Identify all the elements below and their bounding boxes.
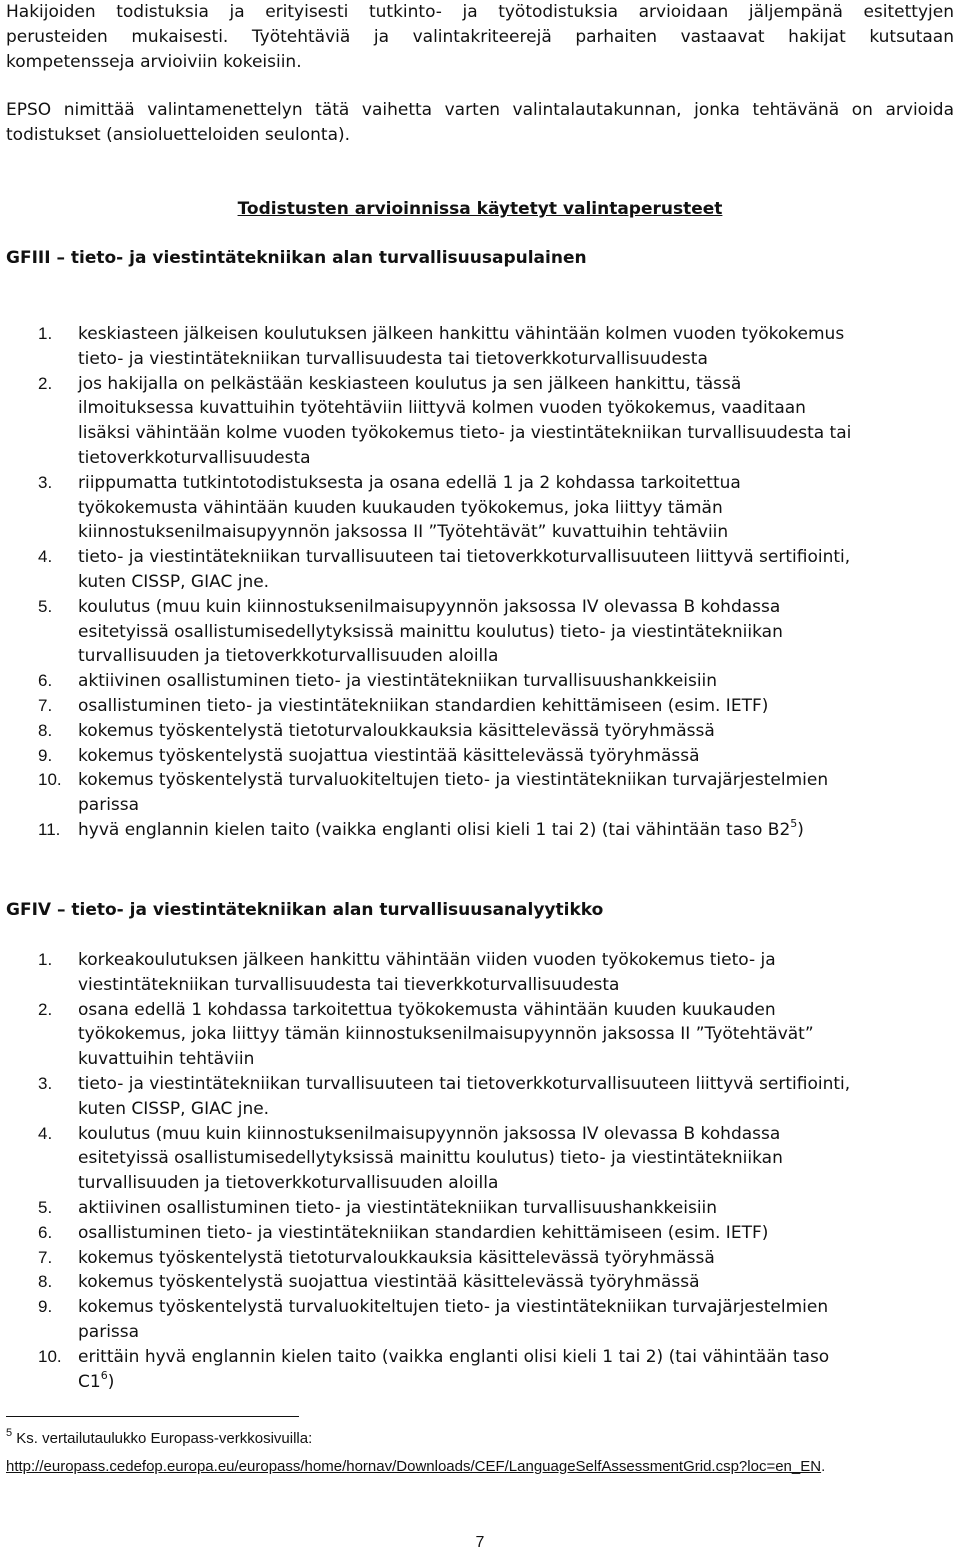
criteria-item xyxy=(0,1345,900,1395)
criteria-item-line xyxy=(78,1171,900,1196)
criteria-item-number: 2. xyxy=(38,999,53,1019)
criteria-item-line xyxy=(78,948,900,973)
criteria-item-line xyxy=(78,1146,900,1171)
criteria-item xyxy=(0,1295,900,1345)
criteria-item xyxy=(0,1270,900,1295)
intro-line: todistukset (ansioluetteloiden seulonta). xyxy=(6,125,351,145)
footnote xyxy=(6,1426,960,1480)
criteria-item-line xyxy=(78,1270,900,1295)
criteria-item xyxy=(0,1122,900,1196)
criteria-item-text: kiinnostuksenilmaisupyynnön jaksossa II ”Työtehtävät” kuvattuihin tehtäviin xyxy=(78,522,729,543)
criteria-item-text: korkeakoulutuksen jälkeen hankittu vähintään viiden vuoden työkokemus tieto- ja xyxy=(78,950,776,970)
criteria-item-line xyxy=(78,1370,900,1395)
criteria-item-number: 1. xyxy=(38,324,53,343)
intro-line: perusteiden mukaisesti. Työtehtäviä ja valintakriteerejä parhaiten vastaavat hakijat kutsutaan xyxy=(6,27,954,47)
criteria-item-closing: ) xyxy=(797,819,804,840)
criteria-item-text: turvallisuuden ja tietoverkkoturvallisuuden aloilla xyxy=(78,1173,499,1194)
criteria-item xyxy=(0,694,900,719)
criteria-item-line xyxy=(78,1022,900,1047)
criteria-item-line xyxy=(78,322,900,347)
criteria-item-number: 7. xyxy=(38,1247,53,1267)
criteria-item-line xyxy=(78,620,900,645)
criteria-item xyxy=(0,744,900,769)
criteria-item-text: kuten CISSP, GIAC jne. xyxy=(78,571,270,592)
gfiv-criteria-list xyxy=(0,948,900,1394)
criteria-item-line xyxy=(78,471,900,496)
criteria-item-line xyxy=(78,1072,900,1097)
criteria-item-text: osallistuminen tieto- ja viestintätekniikan standardien kehittämiseen (esim. IETF) xyxy=(78,1222,769,1243)
criteria-item-number: 4. xyxy=(38,547,53,567)
intro-line: kompetensseja arvioiviin kokeisiin. xyxy=(6,52,302,72)
criteria-item-line xyxy=(78,1122,900,1147)
criteria-item-line xyxy=(78,347,900,372)
criteria-item-number: 5. xyxy=(38,1197,53,1217)
criteria-item-number: 8. xyxy=(38,1272,53,1292)
criteria-item-text: kokemus työskentelystä suojattua viestintää käsittelevässä työryhmässä xyxy=(78,1272,700,1293)
criteria-item-text: lisäksi vähintään kolme vuoden työkokemus tieto- ja viestintätekniikan turvallisuudesta tai xyxy=(78,423,852,444)
criteria-item-text: keskiasteen jälkeisen koulutuksen jälkeen hankittu vähintään kolmen vuoden työkokemus xyxy=(78,324,845,344)
criteria-item-number: 1. xyxy=(38,950,53,969)
criteria-item-text: kokemus työskentelystä turvaluokiteltujen tieto- ja viestintätekniikan turvajärjestelmien xyxy=(78,770,829,791)
criteria-item-text: tieto- ja viestintätekniikan turvallisuuteen tai tietoverkkoturvallisuuteen liittyvä sertifiointi, xyxy=(78,1073,851,1094)
footnote-marker: 5 xyxy=(6,1427,13,1439)
criteria-item-number: 3. xyxy=(38,472,53,492)
criteria-item xyxy=(0,1246,900,1271)
criteria-item-line xyxy=(78,1345,900,1370)
criteria-item-text: riippumatta tutkintotodistuksesta ja osana edellä 1 ja 2 kohdassa tarkoitettua xyxy=(78,472,741,493)
criteria-item xyxy=(0,669,900,694)
page-number: 7 xyxy=(475,1534,485,1551)
criteria-item-number: 4. xyxy=(38,1123,53,1143)
criteria-item-line xyxy=(78,372,900,397)
intro-paragraph-1 xyxy=(6,0,954,75)
footnote-period: . xyxy=(821,1458,826,1475)
footnote-reference: 6 xyxy=(100,1368,108,1382)
criteria-item-number: 3. xyxy=(38,1073,53,1093)
criteria-item xyxy=(0,545,900,595)
criteria-item-number: 5. xyxy=(38,596,53,616)
criteria-item-text: osallistuminen tieto- ja viestintätekniikan standardien kehittämiseen (esim. IETF) xyxy=(78,695,769,716)
criteria-item-text: kuten CISSP, GIAC jne. xyxy=(78,1098,270,1119)
criteria-item-number: 11. xyxy=(38,819,61,839)
criteria-item-line xyxy=(78,644,900,669)
footnote-rule xyxy=(6,1416,299,1417)
criteria-item-text: työkokemus, joka liittyy tämän kiinnostuksenilmaisupyynnön jaksossa II ”Työtehtävät” xyxy=(78,1024,814,1045)
criteria-item-number: 8. xyxy=(38,720,53,740)
criteria-item xyxy=(0,948,900,998)
criteria-item-text: aktiivinen osallistuminen tieto- ja viestintätekniikan turvallisuushankkeisiin xyxy=(78,1197,718,1218)
europass-link[interactable]: http://europass.cedefop.europa.eu/europass/home/hornav/Downloads/CEF/LanguageSelfAssessmentGrid.csp?loc=en_EN xyxy=(6,1458,822,1475)
criteria-item-text: aktiivinen osallistuminen tieto- ja viestintätekniikan turvallisuushankkeisiin xyxy=(78,671,718,692)
criteria-item-text: tietoverkkoturvallisuudesta xyxy=(78,447,311,468)
criteria-item xyxy=(0,322,900,372)
criteria-item-closing: ) xyxy=(107,1371,115,1392)
criteria-item-line xyxy=(78,793,900,818)
criteria-item-text: koulutus (muu kuin kiinnostuksenilmaisupyynnön jaksossa IV olevassa B kohdassa xyxy=(78,596,781,617)
criteria-item-line xyxy=(78,396,900,421)
criteria-item-text: ilmoituksessa kuvattuihin työtehtäviin liittyvä kolmen vuoden työkokemus, vaaditaan xyxy=(78,398,806,419)
criteria-item-text: kokemus työskentelystä suojattua viestintää käsittelevässä työryhmässä xyxy=(78,745,700,766)
criteria-item-number: 6. xyxy=(38,1222,53,1242)
criteria-item xyxy=(0,1221,900,1246)
criteria-item xyxy=(0,471,900,545)
criteria-item xyxy=(0,768,900,818)
footnote-reference: 5 xyxy=(790,817,798,831)
criteria-item-text: tieto- ja viestintätekniikan turvallisuudesta tai tietoverkkoturvallisuudesta xyxy=(78,348,708,369)
criteria-item-line xyxy=(78,545,900,570)
criteria-item-line xyxy=(78,446,900,471)
criteria-item-line xyxy=(78,998,900,1023)
criteria-item-number: 10. xyxy=(38,1346,62,1366)
criteria-heading: Todistusten arvioinnissa käytetyt valintaperusteet xyxy=(237,199,723,219)
gfiii-title: GFIII – tieto- ja viestintätekniikan alan turvallisuusapulainen xyxy=(6,248,587,268)
criteria-item-text: kokemus työskentelystä turvaluokiteltujen tieto- ja viestintätekniikan turvajärjestelmien xyxy=(78,1297,829,1318)
criteria-item-line xyxy=(78,768,900,793)
intro-paragraph-2 xyxy=(6,98,954,148)
criteria-item-text: koulutus (muu kuin kiinnostuksenilmaisupyynnön jaksossa IV olevassa B kohdassa xyxy=(78,1123,781,1144)
criteria-item-line xyxy=(78,719,900,744)
criteria-item-line xyxy=(78,973,900,998)
criteria-item-text: parissa xyxy=(78,795,140,816)
criteria-item xyxy=(0,1196,900,1221)
criteria-item-text: jos hakijalla on pelkästään keskiasteen koulutus ja sen jälkeen hankittu, tässä xyxy=(78,373,742,394)
criteria-item-text: turvallisuuden ja tietoverkkoturvallisuuden aloilla xyxy=(78,646,499,667)
criteria-item-line xyxy=(78,1196,900,1221)
criteria-item-number: 9. xyxy=(38,1297,53,1317)
criteria-item-number: 10. xyxy=(38,770,62,790)
criteria-item-line xyxy=(78,595,900,620)
footnote-text: Ks. vertailutaulukko Europass-verkkosivuilla: xyxy=(16,1430,313,1447)
criteria-item-text: erittäin hyvä englannin kielen taito (vaikka englanti olisi kieli 1 tai 2) (tai vähintään taso xyxy=(78,1346,830,1367)
criteria-item-line xyxy=(78,1047,900,1072)
criteria-item-number: 7. xyxy=(38,695,53,715)
criteria-item-number: 6. xyxy=(38,671,53,691)
criteria-item-line xyxy=(78,818,900,843)
criteria-item xyxy=(0,719,900,744)
criteria-item-line xyxy=(78,520,900,545)
criteria-item-line xyxy=(78,496,900,521)
intro-line: EPSO nimittää valintamenettelyn tätä vaihetta varten valintalautakunnan, jonka tehtävänä on arvioida xyxy=(6,100,954,120)
criteria-item-line xyxy=(78,1221,900,1246)
criteria-item-text: kuvattuihin tehtäviin xyxy=(78,1049,255,1070)
criteria-item-text: hyvä englannin kielen taito (vaikka englanti olisi kieli 1 tai 2) (tai vähintään taso B2 xyxy=(78,819,791,840)
criteria-item xyxy=(0,818,900,843)
criteria-item-line xyxy=(78,421,900,446)
gfiv-title: GFIV – tieto- ja viestintätekniikan alan turvallisuusanalyytikko xyxy=(6,900,604,920)
criteria-item-text: osana edellä 1 kohdassa tarkoitettua työkokemusta vähintään kuuden kuukauden xyxy=(78,999,776,1020)
criteria-item-line xyxy=(78,1097,900,1122)
intro-line: Hakijoiden todistuksia ja erityisesti tutkinto- ja työtodistuksia arvioidaan jäljempänä esitettyjen xyxy=(6,2,954,22)
criteria-item-text: kokemus työskentelystä tietoturvaloukkauksia käsittelevässä työryhmässä xyxy=(78,1247,715,1268)
criteria-item-number: 2. xyxy=(38,373,53,393)
criteria-item xyxy=(0,1072,900,1122)
criteria-item-line xyxy=(78,1246,900,1271)
criteria-item xyxy=(0,998,900,1072)
criteria-item-text: viestintätekniikan turvallisuudesta tai tieverkkoturvallisuudesta xyxy=(78,974,620,995)
criteria-item-line xyxy=(78,1295,900,1320)
criteria-item-line xyxy=(78,570,900,595)
criteria-item-text: esitetyissä osallistumisedellytyksissä mainittu koulutus) tieto- ja viestintätekniikan xyxy=(78,1148,783,1169)
criteria-item xyxy=(0,595,900,669)
gfiii-criteria-list xyxy=(0,322,900,843)
criteria-item xyxy=(0,372,900,471)
criteria-item-line xyxy=(78,694,900,719)
criteria-item-line xyxy=(78,1320,900,1345)
criteria-item-line xyxy=(78,669,900,694)
criteria-item-text: kokemus työskentelystä tietoturvaloukkauksia käsittelevässä työryhmässä xyxy=(78,720,715,741)
criteria-item-text: työkokemusta vähintään kuuden kuukauden työkokemus, joka liittyy tämän xyxy=(78,497,723,518)
criteria-item-text: parissa xyxy=(78,1321,140,1342)
criteria-item-line xyxy=(78,744,900,769)
criteria-item-text: C1 xyxy=(78,1371,101,1392)
criteria-item-text: tieto- ja viestintätekniikan turvallisuuteen tai tietoverkkoturvallisuuteen liittyvä sertifiointi, xyxy=(78,547,851,568)
criteria-item-number: 9. xyxy=(38,745,53,765)
criteria-item-text: esitetyissä osallistumisedellytyksissä mainittu koulutus) tieto- ja viestintätekniikan xyxy=(78,621,783,642)
